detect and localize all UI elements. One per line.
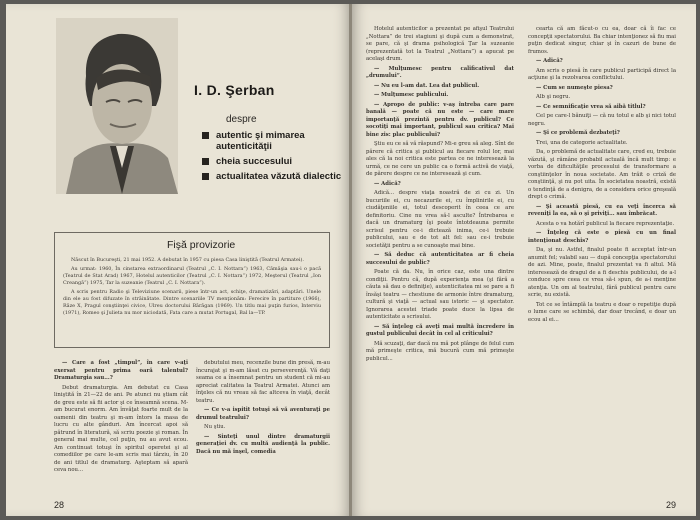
interview-question: — Înţeleg că este o piesă cu un final intenţionat deschis?: [528, 230, 676, 244]
topic-label: cheia succesului: [216, 156, 293, 167]
bullet-square-icon: [202, 132, 209, 139]
interview-question: — Adică?: [536, 58, 563, 64]
interview-question: — Ce semnificaţie vrea să aibă titlul?: [536, 103, 646, 110]
author-name: I. D. Şerban: [194, 82, 275, 98]
left-column-1: [54, 360, 188, 477]
interview-question: — Sinteţi unul dintre dramaturgii generaţiei dv. cu multă audienţă la public. Dacă nu mă înşel, comedia: [196, 433, 330, 455]
interview-question: — Să înţeleg că aveţi mai multă încredere în gustul publicului decât în cel al criticului?: [366, 323, 514, 337]
interview-question: — Adică?: [374, 180, 401, 187]
interview-paragraph: Am scris o piesă în care publicul participă direct la acţiune şi la rezolvarea conflictului.: [528, 67, 676, 81]
interview-question: — Mulţumesc publicului.: [374, 92, 449, 98]
topic-label: autentic şi mimarea autenticităţii: [216, 130, 305, 152]
fisa-title: Fişă provizorie: [167, 239, 236, 251]
interview-question: — Ce v-a ispitit totuşi să vă aventuraţi pe drumul teatrului?: [196, 407, 330, 421]
topic-item: [202, 171, 342, 182]
page-number-left: 28: [54, 500, 65, 510]
interview-paragraph: debutului meu, recenzile bune din presă, m-au încurajat şi m-am lăsat cu perseverenţă. Vă daţi seama ce a însemnat pentru un student că mi-au apreciat calitatea la Teatrul Armatei. Atunci am înţeles că nu vreau să fac altceva în viaţă, decât teatru.: [196, 360, 330, 404]
topic-list: [202, 130, 342, 186]
fisa-paragraph: Au urmat: 1960, În cinstarea extraordinarul (Teatrul „C. I. Nottara”) 1963, Cămăşia sau-i o pacă (Teatrul de Stat Arad) 1967, Hotelul autenticilor (Teatrul „C. I. Nottara”) 1972, Meşterul (Teatrul „Ion Creangă”) 1975, Tar la suzeanie (Teatrul „C. I. Nottara”).: [63, 266, 321, 286]
topic-item: [202, 156, 342, 167]
interview-paragraph: Debut dramaturgia. Am debutat cu Casa liniştită în 21—22 de ani. Pe atunci nu ştiam cât de greu este să fii actor şi ce înseamnă scena. M-am bucurat enorm. Am învăţat foarte mult de la oamenii din teatru şi m-am întors la masa de lucru cu alte gânduri. Am încercat apoi să pătrund în literatură, să scriu poezie şi roman. În general mai multe, cel puţin, nu au avut ecou. Am continuat totuşi în spiritul operetei şi al comediilor pe care le-am scris mai târziu, în 20 de ani titlul de dramaturg. Aşteptam să apară ceva nou...: [54, 384, 188, 473]
interview-paragraph: Trei, una de categorie actualitate.: [536, 139, 628, 146]
left-column-2: [196, 360, 330, 458]
topic-label: actualitatea văzută dialectic: [216, 171, 342, 182]
interview-question: — Mulţumesc pentru calificativul dat „drumului”.: [366, 65, 514, 79]
fisa-paragraph: Născut în Bucureşti, 21 mai 1952. A debutat în 1957 cu piesa Casa liniştită (Teatrul Armatei).: [71, 257, 304, 263]
interview-paragraph: Poate că da. Nu, în orice caz, este una dintre condiţii. Pentru că, după experienţa mea (şi fără a căuta să dau o definiţie), autenticitatea mi se pare a fi însăşi teatru — chestiune de armonie între dramaturg, cultură şi viaţă — actual sau istoric — şi spectator. Ignorarea acestei triade poate duce la lipsa de autenticitate a scrisului.: [366, 269, 514, 320]
interview-paragraph: Adică... despre viaţa noastră de zi cu zi. Un bucuriile ei, cu necazurile ei, cu împlinirile ei, cu ciudăţeniile ei, totul descoperit în ceea ce are definitoriu. Cine nu vrea să-l asculte? Întrebarea e dacă un dramaturg îşi poate întotdeauna permite scrisul pentru ce-i dictează inima, ce-i trebuie publicului, sau e de tot alt fel: sau ce-i trebuie societăţii pentru a se cunoaşte mai bine.: [366, 190, 514, 249]
fisa-paragraph: A scris pentru Radio şi Televiziune scenarii, piese într-un act, schiţe, dramatizări, adaptări. Unele din ele au fost difuzate în străinătate. Dintre scenariile TV menţionăm: Ferecire în partiture (1966), Răze X, Pragul conştiinţei civice, Ulreu doctorului Bărăgan (1969). Un titlu mai puţin furios, Interviu (1971), Romeo şi Julieta nu mor niciodată, Fata care a mutat Portugal, Bal la—TP.: [63, 289, 321, 316]
portrait-image: [56, 18, 178, 194]
bullet-square-icon: [202, 173, 209, 180]
interview-question: — Şi această piesă, cu ea veţi încerca să reveniţi la ea, să o şi priviţi... sau îmbrăcat.: [528, 203, 676, 217]
topic-item: [202, 130, 342, 152]
interview-paragraph: Hotelul autenticilor a prezentat pe afişul Teatrului „Nottara” de trei stagiuni şi după cum a demonstrat, se pare, că şi drama psihologică Ţar la suzeanie (reprezentată tot la Teatrul „Nottara”) a apucat pe acelaşi drum.: [366, 26, 514, 62]
interview-paragraph: Ştiu eu ce să vă răspund? Mi-e greu să aleg. Sînt de părere că critica şi publicul au fiecare rolul lor, mai ales că la noi critica este partea ce ne interesează la urmă, ce ne cere un public ca o formă activă de viaţă, de părere despre ce ne interesează şi cum.: [366, 141, 514, 177]
bullet-square-icon: [202, 158, 209, 165]
interview-question: — Care a fost „timpul”, în care v-aţi exersat pentru prima oară talentul? Dramaturgia sau...?: [54, 360, 188, 381]
author-portrait: [56, 18, 178, 194]
interview-question: — Apropo de public: v-aş întreba care pare banală — poate că nu este — care mare importanţă prezintă pentru dv. publicul? Ce socotiţi mai important, publicul sau critica? Mai bine zis: plac publicului?: [366, 101, 514, 138]
page-number-right: 29: [665, 500, 676, 510]
interview-question: — Nu eu l-am dat. Lea dat publicul.: [374, 82, 480, 89]
right-column-1: [366, 26, 514, 365]
interview-paragraph: Cel pe care-l bănuiţi — că nu totul e alb şi nici totul negru.: [528, 113, 676, 127]
left-page: [6, 4, 350, 516]
right-page: [352, 4, 696, 516]
interview-paragraph: Acesta o va hotărî publicul la fiecare reprezentaţie.: [536, 220, 675, 227]
interview-question: — Şi ce problemă dezbateţi?: [536, 130, 620, 136]
interview-question: — Cum se numeşte piesa?: [536, 84, 613, 91]
interview-paragraph: Mă scuzaţi, dar dacă nu mă pot plânge de felul cum mă primeşte critica, mă bucură cum mă primeşte publicul...: [366, 340, 514, 362]
book-spread: [6, 4, 696, 516]
interview-paragraph: Tot ce se întâmplă la teatru e doar o repetiţie după o lume care se schimbă, dar doar trecând, e doar un ecou al ei...: [528, 301, 676, 323]
interview-paragraph: Alb şi negru.: [536, 94, 571, 100]
interview-question: — Să deduc că autenticitatea ar fi cheia succesului de public?: [366, 252, 514, 266]
right-column-2: [528, 26, 676, 326]
fisa-body: [63, 257, 321, 319]
interview-paragraph: Da, şi nu. Astfel, finalul poate fi acceptat într-un anumit fel; valabil sau — după concepţia spectatorului de azi. Mine, poate, finalul prezentat va fi altul. Mă interesează de dragul de a fi deschis publicului, de a-l conduce spre ceea ce vrea să-i spun, de a-i menţine atenţia. Un om al teatrului, fără publicul pentru care scrie, nu există.: [528, 247, 676, 298]
interview-paragraph: cearta că am făcut-o cu ea, doar că îi fac ce concepţii spectatorului. Ba chiar intenţionez să fiu mai puţin dedicat singur, chiar şi în cazuri de bune de frumos.: [528, 26, 676, 55]
fisa-box: [54, 232, 330, 348]
despre-label: despre: [226, 114, 257, 125]
interview-paragraph: Nu ştiu.: [204, 424, 226, 430]
interview-paragraph: Da, o problemă de actualitate care, cred eu, trebuie văzută, şi rămâne probabil actuală încă mult timp: e vorba de dificultăţile procesului de transformare a conştiinţelor în noua societate. Am trăit o criză de conştiinţă, şi nu pot uita. În societatea noastră, există o tendinţă de a denigra, de a considera orice greşeală drept o crimă.: [528, 149, 676, 200]
